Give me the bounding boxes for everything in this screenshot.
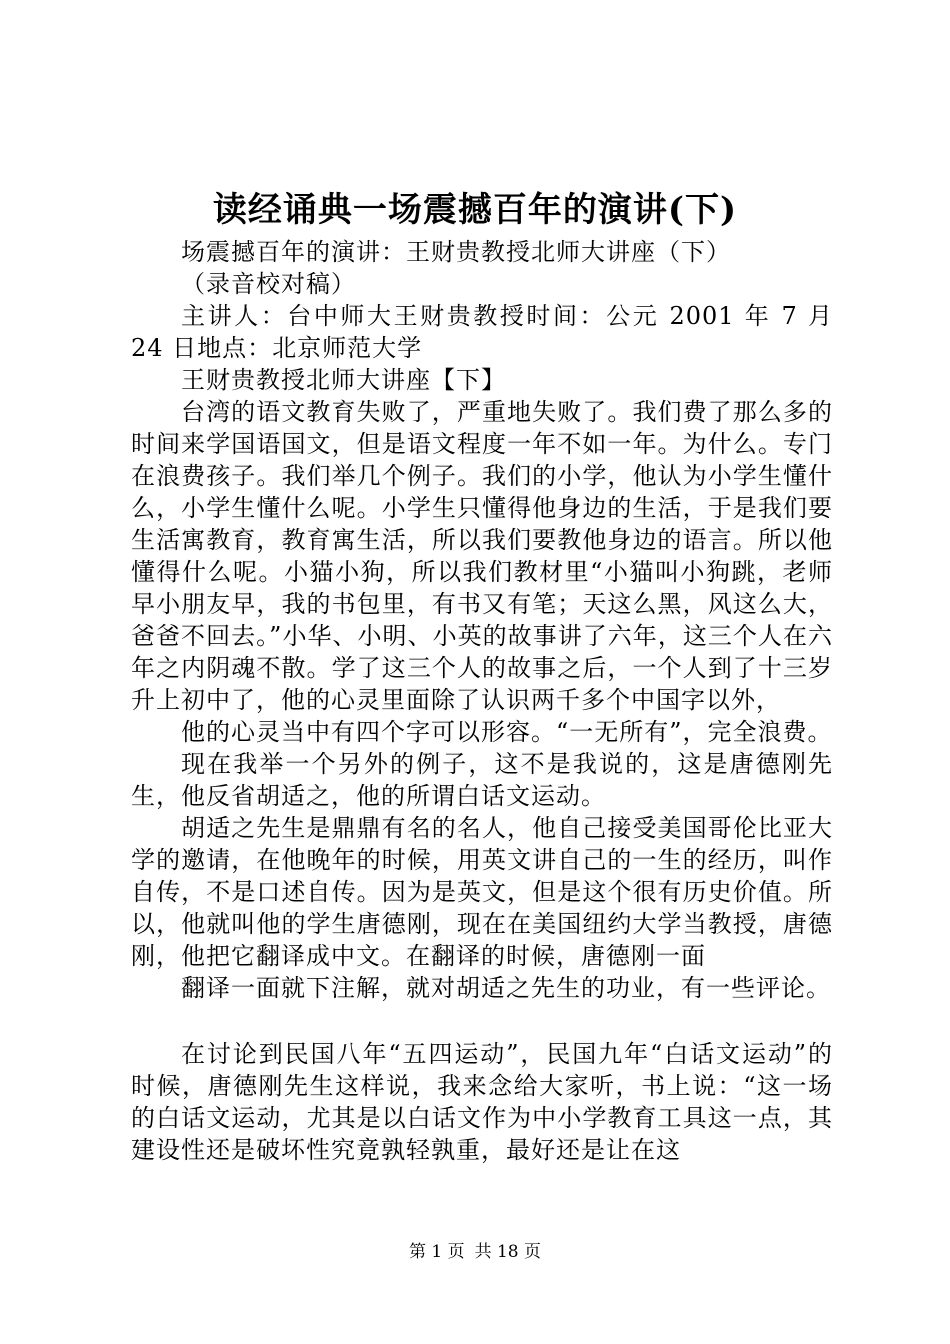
paragraph-body: 现在我举一个另外的例子，这不是我说的，这是唐德刚先生，他反省胡适之，他的所谓白话文运动。 — [131, 750, 833, 810]
document-body — [131, 236, 833, 1166]
page-number-total: 共 18 页 — [474, 1242, 542, 1262]
paragraph-body: 翻译一面就下注解，就对胡适之先生的功业，有一些评论。 — [181, 974, 831, 1002]
paragraph-body: 在讨论到民国八年“五四运动”，民国九年“白话文运动”的时候，唐德刚先生这样说，我来念给大家听，书上说：“这一场的白话文运动，尤其是以白话文作为中小学教育工具这一点，其建设性还是破坏性究竟孰轻孰重，最好还是让在这 — [131, 1040, 833, 1164]
paragraph-subtitle: 场震撼百年的演讲：王财贵教授北师大讲座（下） — [181, 238, 731, 266]
paragraph-body: 台湾的语文教育失败了，严重地失败了。我们费了那么多的时间来学国语国文，但是语文程度一年不如一年。为什么。专门在浪费孩子。我们举几个例子。我们的小学，他认为小学生懂什么，小学生懂什么呢。小学生只懂得他身边的生活，于是我们要生活寓教育，教育寓生活，所以我们要教他身边的语言。所以他懂得什么呢。小猫小狗，所以我们教材里“小猫叫小狗跳，老师早小朋友早，我的书包里，有书又有笔；天这么黑，风这么大，爸爸不回去。”小华、小明、小英的故事讲了六年，这三个人在六年之内阴魂不散。学了这三个人的故事之后，一个人到了十三岁升上初中了，他的心灵里面除了认识两千多个中国字以外， — [131, 398, 833, 714]
paragraph-lecture-heading: 王财贵教授北师大讲座【下】 — [181, 366, 506, 394]
page-footer — [0, 1240, 950, 1264]
document-title: 读经诵典一场震撼百年的演讲(下) — [212, 190, 738, 230]
paragraph-body: 他的心灵当中有四个字可以形容。“一无所有”，完全浪费。 — [181, 718, 833, 746]
paragraph-note: （录音校对稿） — [181, 270, 356, 298]
page-number-current: 第 1 页 — [408, 1242, 465, 1262]
paragraph-body: 胡适之先生是鼎鼎有名的名人，他自己接受美国哥伦比亚大学的邀请，在他晚年的时候，用英文讲自己的一生的经历，叫作自传，不是口述自传。因为是英文，但是这个很有历史价值。所以，他就叫他的学生唐德刚，现在在美国纽约大学当教授，唐德刚，他把它翻译成中文。在翻译的时候，唐德刚一面 — [131, 814, 833, 970]
paragraph-speaker-info: 主讲人：台中师大王财贵教授时间：公元 2001 年 7 月 24 日地点：北京师范大学 — [131, 302, 833, 362]
paragraph-gap — [131, 1004, 833, 1038]
